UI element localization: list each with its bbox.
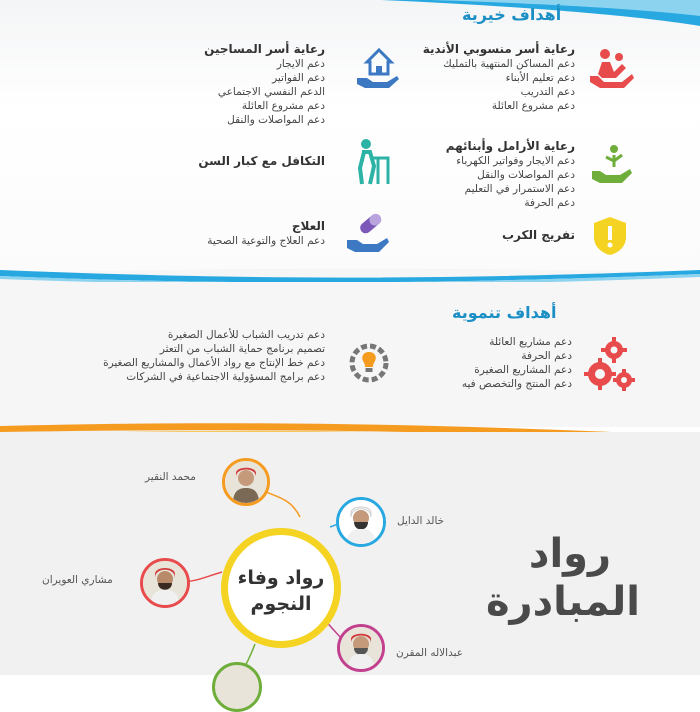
development-left-block bbox=[45, 328, 325, 384]
prisoners-family-heading: رعاية أسر المساجين bbox=[204, 42, 325, 56]
person-name: مشاري العويران bbox=[42, 574, 113, 586]
family-care-block bbox=[375, 42, 575, 113]
prisoners-family-block bbox=[125, 42, 325, 127]
widows-line: دعم المواصلات والنقل bbox=[477, 169, 575, 181]
elderly-block bbox=[125, 154, 325, 169]
widows-heading: رعاية الأرامل وأبنائهم bbox=[445, 139, 575, 153]
prisoners-family-line: دعم مشروع العائلة bbox=[241, 100, 325, 112]
development-line: دعم المشاريع الصغيرة bbox=[474, 364, 572, 376]
widows-line: دعم الايجار وفواتير الكهرباء bbox=[456, 155, 575, 167]
top-wave-decor bbox=[0, 0, 700, 30]
development-line: دعم تدريب الشباب للأعمال الصغيرة bbox=[167, 329, 325, 341]
elderly-walker-icon bbox=[352, 138, 394, 186]
avatar bbox=[222, 458, 270, 506]
treatment-heading: العلاج bbox=[291, 219, 325, 233]
bulb-gear-icon bbox=[346, 340, 392, 386]
elderly-heading: التكافل مع كبار السن bbox=[198, 154, 325, 168]
family-care-icon bbox=[588, 46, 636, 90]
family-care-line: دعم التدريب bbox=[520, 86, 575, 98]
gears-icon bbox=[580, 336, 636, 396]
development-line: دعم المنتج والتخصص فيه bbox=[461, 378, 572, 390]
shield-alert-icon bbox=[592, 215, 628, 257]
family-care-line: دعم المساكن المنتهية بالتمليك bbox=[443, 58, 575, 70]
pioneers-title bbox=[485, 530, 640, 626]
development-line: تصميم برنامج حماية الشباب من التعثر bbox=[159, 343, 325, 355]
pioneers-title-line-2: المبادرة bbox=[485, 579, 640, 625]
prisoners-family-line: دعم الفواتير bbox=[272, 72, 325, 84]
growth-hand-icon bbox=[590, 143, 634, 187]
prisoners-family-line: دعم الايجار bbox=[276, 58, 325, 70]
widows-line: دعم الاستمرار في التعليم bbox=[464, 183, 575, 195]
avatar bbox=[140, 558, 190, 608]
family-care-line: دعم مشروع العائلة bbox=[491, 100, 575, 112]
family-care-heading: رعاية أسر منسوبي الأندية bbox=[422, 42, 575, 56]
prisoners-family-line: الدعم النفسي الاجتماعي bbox=[217, 86, 325, 98]
hub-line-2: النجوم bbox=[250, 593, 312, 615]
development-line: دعم برامج المسؤولية الاجتماعية في الشركات bbox=[126, 371, 325, 383]
person-name: عبدالاله المقرن bbox=[396, 647, 464, 659]
pioneers-title-line-1: رواد bbox=[528, 531, 612, 577]
development-title: أهداف تنموية bbox=[452, 303, 557, 322]
development-line: دعم الحرفة bbox=[521, 350, 572, 362]
widows-line: دعم الحرفة bbox=[524, 197, 575, 209]
person-name: خالد الدايل bbox=[397, 515, 445, 527]
widows-block bbox=[375, 139, 575, 210]
avatar bbox=[337, 624, 385, 672]
treatment-block bbox=[125, 219, 325, 248]
avatar bbox=[336, 497, 386, 547]
treatment-line: دعم العلاج والتوعية الصحية bbox=[207, 235, 325, 247]
relief-heading: تفريج الكرب bbox=[501, 228, 575, 242]
avatar bbox=[212, 662, 262, 712]
development-right-block bbox=[362, 335, 572, 391]
charity-title: أهداف خيرية bbox=[462, 5, 562, 24]
house-hand-icon bbox=[355, 44, 401, 90]
prisoners-family-line: دعم المواصلات والنقل bbox=[227, 114, 325, 126]
hub-line-1: رواد وفاء bbox=[237, 567, 325, 589]
development-line: دعم مشاريع العائلة bbox=[489, 336, 572, 348]
person-name: محمد النقير bbox=[145, 471, 196, 483]
development-line: دعم خط الإنتاج مع رواد الأعمال والمشاريع الصغيرة bbox=[103, 357, 325, 369]
family-care-line: دعم تعليم الأبناء bbox=[505, 72, 575, 84]
relief-block bbox=[375, 228, 575, 243]
pill-hand-icon bbox=[345, 210, 391, 256]
hub-circle bbox=[221, 528, 341, 648]
